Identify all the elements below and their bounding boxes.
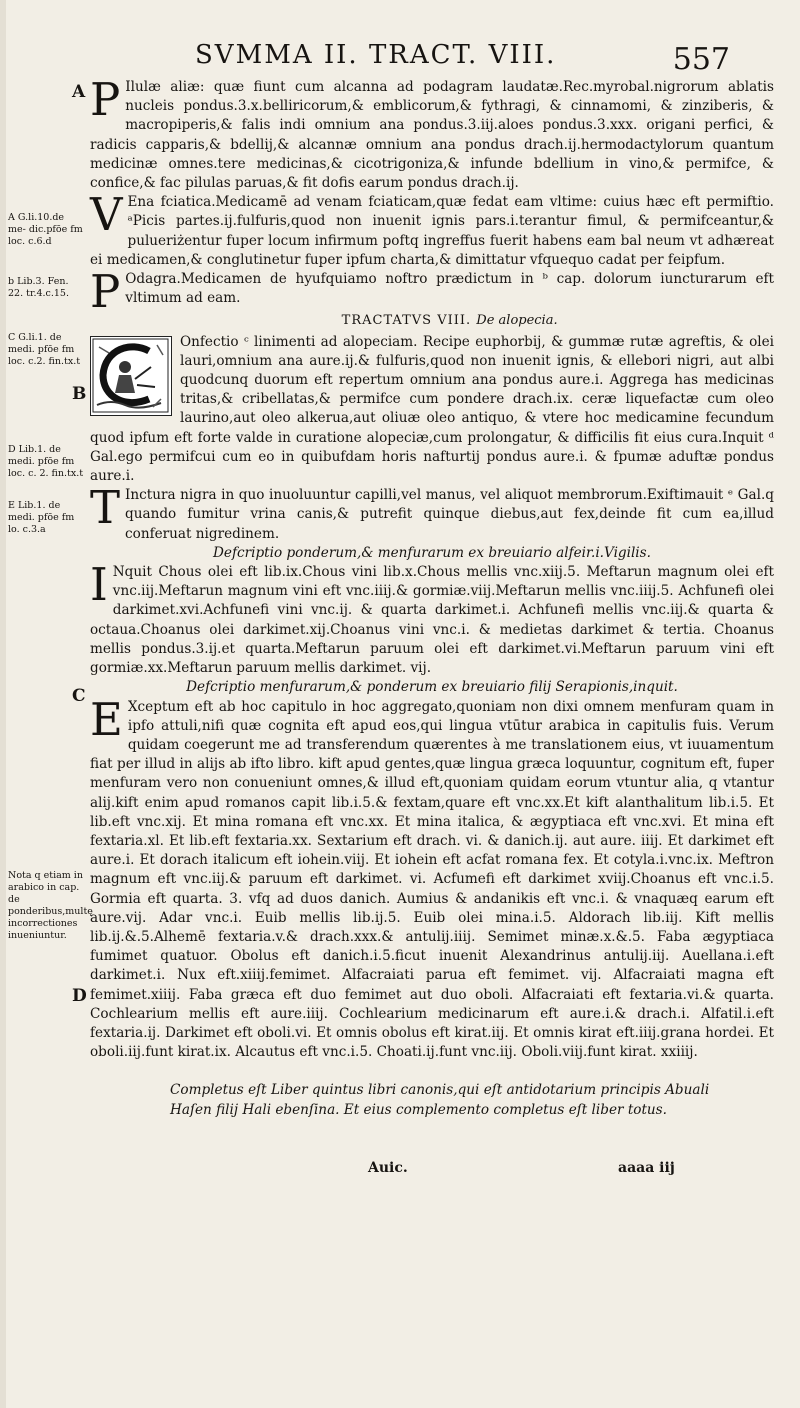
paragraph-pilulae	[90, 73, 774, 193]
margin-letter-a: A	[72, 82, 86, 102]
drop-capital: T	[90, 481, 121, 535]
margin-note-1: A G.li.10.de me- dic.pfōe fm loc. c.6.d	[8, 212, 83, 247]
running-title: SVMMA II. TRACT. VIII.	[195, 40, 557, 70]
paragraph-exceptum	[90, 692, 774, 1063]
paragraph-text: Onfectio ᶜ linimenti ad alopeciam. Recipe euphorbij, & gummæ rutæ agreftis, & olei lauri,omnium ana aure.ij.& fulfuris,quod non inuenit ignis, & ellebori nigri, aut albi quodcunq duorum eft repertum omnium ana pondus aure.i. Aggrega has medicinas tritas,& cribellatas,& permifce cum pondere drach.ix. ceræ liquefactæ cum oleo laurino,aut oleo alkerua,aut oliuæ oleo antiquo, & vtere hoc medicamine fecundum quod ipfum eft forte valde in curatione alopeciæ,cum prolongatur, & difficilis fit eius cura.Inquit ᵈ Gal.ego permifcui cum eo in quibufdam horis nafturtij pondus aure.i. & fpumæ aduftæ pondus aure.i.	[90, 333, 774, 485]
paragraph-text: Ena fciatica.Medicamē ad venam fciaticam,quæ fedat eam vltime: cuius hæc eft permiftio. ᵃPicis partes.ij.fulfuris,quod non inuenit ignis pars.i.terantur fimul, & permifceantur,& pulueriżentur fuper locum infirmum poftq ingreffus fuerit habens eam bal neum vt adhæreat ei medicamen,& conglutinetur fuper ipfum charta,& dimittatur vfquequo cadat per feipfum.	[90, 194, 774, 268]
colophon: Completus eſt Liber quintus libri canonis,qui eſt antidotarium principis Abuali Haſen filij Hali ebenſina. Et eius complemento completus eſt liber totus.	[170, 1082, 710, 1118]
margin-note-5: E Lib.1. de medi. pfōe fm lo. c.3.a	[8, 500, 75, 535]
tractatus-heading	[90, 311, 774, 330]
paragraph-inquit-chous	[90, 558, 774, 678]
drop-capital: I	[90, 558, 108, 612]
margin-letter-b: B	[72, 384, 87, 404]
page-spine-shadow	[0, 0, 6, 1408]
main-text-column	[90, 73, 774, 1062]
paragraph-text: Inctura nigra in quo inuoluuntur capilli,vel manus, vel aliquot membrorum.Exiftimauit ᵉ Gal.q quando fumitur vrina canis,& putrefit quinque diebus,aut fex,deinde fit cum ea,illud conferuat nigredinem.	[125, 487, 774, 542]
running-header	[195, 40, 755, 80]
paragraph-confectio	[90, 333, 774, 487]
section-heading-ponderum: Defcriptio ponderum,& menfurarum ex breuiario alfeir.i.Vigilis.	[213, 544, 651, 561]
quire-signature: aaaa iij	[618, 1160, 675, 1176]
page-number: 557	[672, 42, 730, 77]
margin-note-6: Nota q etiam in arabico in cap. de ponderibus,multę incorrectiones inueniuntur.	[8, 870, 93, 941]
margin-note-2: b Lib.3. Fen. 22. tr.4.c.15.	[8, 276, 69, 299]
drop-capital: V	[90, 188, 123, 242]
section-heading-mensurarum: Defcriptio menfurarum,& ponderum ex breuiario filij Serapionis,inquit.	[186, 679, 678, 696]
tractatus-subject: De alopecia.	[476, 313, 558, 329]
catchword-signature: Auic.	[368, 1160, 408, 1176]
tractatus-number: TRACTATVS VIII.	[341, 313, 472, 329]
paragraph-text: Ilulæ aliæ: quæ fiunt cum alcanna ad podagram laudatæ.Rec.myrobal.nigrorum ablatis nucleis pondus.3.x.belliricorum,& emblicorum,& fythragi, & cinnamomi, & zinziberis, & macropiperis,& falis indi omnium ana pondus.3.iij.aloes pondus.3.xxx. origani perfici, & radicis capparis,& bdellij,& alcannæ omnium ana pondus drach.ij.hermodactylorum quantum medicinæ omnes.tere medicinas,& cicotrigoniza,& infunde bdellium in vino,& permifce, & confice,& fac pilulas paruas,& fit dofis earum pondus drach.ij.	[90, 79, 774, 192]
woodcut-initial-c-icon	[91, 337, 170, 414]
paragraph-podagra	[90, 265, 774, 319]
drop-capital: P	[90, 265, 121, 319]
margin-letter-d: D	[72, 986, 87, 1006]
page-footer	[0, 1160, 800, 1184]
paragraph-text: Nquit Chous olei eft lib.ix.Chous vini lib.x.Chous mellis vnc.xiij.5. Meftarun magnum olei eft vnc.iij.Meftarun magnum vini eft vnc.iiij.& gormiæ.viij.Meftarun mellis vnc.iiij.5. Achfunefi olei darkimet.xvi.Achfunefi vini vnc.ij. & quarta darkimet.i. Achfunefi mellis vnc.iij.& quarta & octaua.Choanus olei darkimet.xij.Choanus vini vnc.i. & medietas darkimet & tertia. Choanus mellis pondus.3.ij.et quarta.Meftarun paruum olei eft darkimet.vi.Meftarun paruum vini eft gormiæ.xx.Meftarun paruum mellis darkimet. vij.	[90, 564, 774, 677]
paragraph-tinctura	[90, 481, 774, 544]
paragraph-vena-sciatica	[90, 188, 774, 270]
drop-capital: E	[90, 692, 123, 746]
margin-note-3: C G.li.1. de medi. pfōe fm loc. c.2. fin.tx.t	[8, 332, 81, 367]
drop-capital: P	[90, 73, 121, 126]
margin-note-4: D Lib.1. de medi. pfōe fm loc. c. 2. fin.tx.t	[8, 444, 84, 479]
paragraph-text: Odagra.Medicamen de hyufquiamo noftro prædictum in ᵇ cap. dolorum iuncturarum eft vltimum ad eam.	[125, 271, 774, 307]
margin-letter-c: C	[72, 686, 86, 706]
paragraph-text: Xceptum eft ab hoc capitulo in hoc aggregato,quoniam non dixi omnem menfuram quam in ipfo attuli,nifi quæ cognita eft apud eos,qui lingua vtūtur arabica in capitulis fuis. Verum quidam coegerunt me ad transferendum quærentes à me translationem eius, vt iuuamentum fiat per illud in alijs ab ifto libro. kift apud gentes,quæ lingua græca loquuntur, cognitum eft, fuper menfuram vero non conueniunt omnes,& illud eft,quoniam quidam eorum vtuntur alia, q vtantur alij.kift enim apud romanos capit lib.i.5.& fextam,quare eft vnc.xx.Et kift alanthalitum lib.i.5. Et lib.eft vnc.xij. Et mina romana eft vnc.xx. Et mina italica, & ægyptiaca eft vnc.xvi. Et mina eft fextaria.xl. Et lib.eft fextaria.xx. Sextarium eft drach. vi. & danich.ij. aut aure. iiij. Et darkimet eft aure.i. Et dorach italicum eft iohein.viij. Et iohein eft acfat romana fex. Et cotyla.i.vnc.ix. Meftron magnum eft vnc.iij.& paruum eft darkimet. vi. Acfumefi eft darkimet xviij.Choanus eft vnc.i.5. Gormia eft quarta. 3. vfq ad duos danich. Aumius & andanikis eft vnc.i. & vnaquæq earum eft aure.vij. Adar vnc.i. Euib mellis lib.ij.5. Euib olei mina.i.5. Aldorach lib.iij. Kift mellis lib.ij.&.5.Alhemē fextaria.v.& drach.xxx.& antulij.iiij. Semimet minæ.x.&.5. Faba ægyptiaca fumimet quatuor. Obolus eft danich.i.5.ficut inuenit Alexandrinus antulij.iij. Auellana.i.eft darkimet.i. Nux eft.xiiij.femimet. Alfacraiati parua eft femimet. vij. Alfacraiati magna eft femimet.xiiij. Faba græca eft duo femimet aut duo oboli. Alfacraiati eft fextaria.vi.& quarta. Cochlearium mellis eft aure.iiij. Cochlearium medicinarum eft aure.i.& drach.i. Alfatil.i.eft fextaria.ij. Darkimet eft oboli.vi. Et omnis obolus eft kirat.iij. Et omnis kirat eft.iiij.grana hordei. Et oboli.iij.funt kirat.ix. Alcautus eft vnc.i.5. Choati.ij.funt vnc.iij. Oboli.viij.funt kirat. xxiiij.	[90, 698, 774, 1061]
historiated-initial-woodcut	[90, 336, 172, 416]
